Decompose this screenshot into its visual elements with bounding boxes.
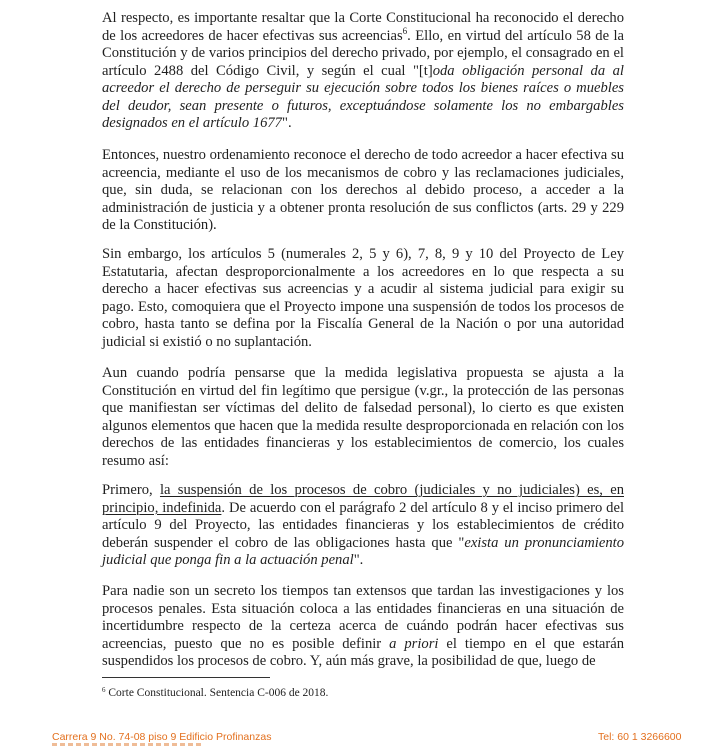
- footnote-text: Corte Constitucional. Sentencia C-006 de 2018.: [105, 687, 329, 699]
- p6-italic-a-priori: a priori: [389, 635, 439, 652]
- paragraph-medida-legislativa: Aun cuando podría pensarse que la medida legislativa propuesta se ajusta a la Constitución en virtud del fin legítimo que persigue (v.gr., la protección de las personas que manifiestan ser víctimas del delito de falsedad personal), lo cierto es que existen algunos elementos que hacen que la medida resulte desproporcionada en relación con los derechos de las entidades financieras y los establecimientos de comercio, los cuales resumo así:: [102, 365, 624, 469]
- p5-underlined-phrase: la suspensión de los procesos de cobro (judiciales y no judiciales) es, en principio, indefinida: [102, 482, 624, 516]
- paragraph-primero: [102, 482, 624, 570]
- p1-text-b: . Ello, en virtud del artículo 58 de la Constitución y de varios principios del derecho privado, por ejemplo, el consagrado en el artículo 2488 del Código Civil, y según el cual "[t]: [102, 27, 624, 79]
- footnote-number: 6: [102, 686, 106, 694]
- p5-text-c: ".: [353, 552, 364, 568]
- p1-text-c: ".: [281, 115, 292, 131]
- paragraph-ordenamiento: Entonces, nuestro ordenamiento reconoce el derecho de todo acreedor a hacer efectiva su acreencia, mediante el uso de los mecanismos de cobro y las reclamaciones judiciales, que, sin duda, se relacionan con los derechos al debido proceso, a acceder a la administración de justicia y a obtener pronta resolución de sus conflictos (arts. 29 y 229 de la Constitución).: [102, 147, 624, 233]
- paragraph-sin-embargo: Sin embargo, los artículos 5 (numerales 2, 5 y 6), 7, 8, 9 y 10 del Proyecto de Ley Estatutaria, afectan desproporcionalmente a los acreedores en lo que respecta a su derecho a hacer efectivas sus acreencias y a acudir al sistema judicial para exigir su pago. Esto, comoquiera que el Proyecto impone una suspensión de todos los procesos de cobro, hasta tanto se defina por la Fiscalía General de la Nación o por una autoridad judicial si existió o no suplantación.: [102, 246, 624, 350]
- footer-phone: Tel: 60 1 3266600: [598, 731, 682, 743]
- paragraph-corte-constitucional: [102, 10, 624, 133]
- p5-quote-italic: exista un pronunciamiento judicial que ponga fin a la actuación penal: [102, 534, 624, 568]
- p1-text-a: Al respecto, es importante resaltar que la Corte Constitucional ha reconocido el derecho de los acreedores de hacer efectivas sus acreencias: [102, 10, 624, 44]
- p5-text-a: Primero,: [102, 482, 160, 498]
- footnote: [102, 686, 622, 700]
- p5-text-b: . De acuerdo con el parágrafo 2 del artículo 8 y el inciso primero del artículo 9 del Proyecto, las entidades financieras y los establecimientos de crédito deberán suspender el cobro de las obligaciones hasta que ": [102, 499, 625, 551]
- footnote-divider: [102, 677, 270, 678]
- paragraph-para-nadie: [102, 583, 624, 671]
- footer-address: Carrera 9 No. 74-08 piso 9 Edificio Profinanzas: [52, 731, 272, 743]
- p1-quote-italic: oda obligación personal da al acreedor el derecho de perseguir su ejecución sobre todos los bienes raíces o muebles del deudor, sean presente o futuros, exceptuándose solamente los no embargables designados en el artículo 1677: [102, 62, 624, 131]
- footnote-ref[interactable]: 6: [402, 25, 408, 36]
- p6-text-a: Para nadie son un secreto los tiempos tan extensos que tardan las investigaciones y los procesos penales. Esta situación coloca a las entidades financieras en una situación de incertidumbre respecto de la certeza acerca de cuándo podrán hacer efectivas sus acreencias, puesto que no es posible definir: [102, 583, 624, 652]
- p6-text-b: el tiempo en el que estarán suspendidos los procesos de cobro. Y, aún más grave, la posibilidad de que, luego de: [102, 635, 624, 669]
